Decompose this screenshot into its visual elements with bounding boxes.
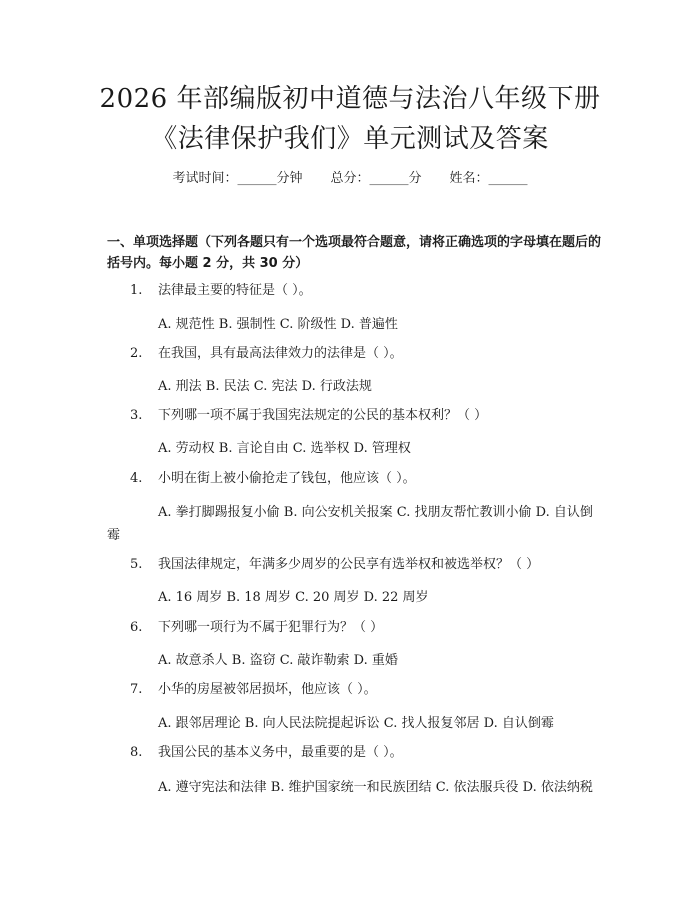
question-text: 小华的房屋被邻居损坏，他应该（ ）。 [158,682,377,697]
document-title-line1: 2026 年部编版初中道德与法治八年级下册 [99,84,601,114]
question-text: 小明在街上被小偷抢走了钱包，他应该（ ）。 [158,471,416,486]
exam-time: 考试时间：______分钟 [172,171,303,186]
question-number: 3. [130,408,143,423]
question-5-options: A. 16 周岁 B. 18 周岁 C. 20 周岁 D. 22 周岁 [158,590,429,605]
question-number: 1. [130,283,143,298]
question-3 [130,407,487,425]
question-6 [130,619,383,637]
question-text: 下列哪一项不属于我国宪法规定的公民的基本权利？（ ） [158,408,488,423]
exam-info [0,170,700,188]
question-text: 下列哪一项行为不属于犯罪行为？（ ） [158,620,384,635]
question-8 [130,744,403,762]
question-number: 8. [130,745,143,760]
question-text: 在我国，具有最高法律效力的法律是（ ）。 [158,346,403,361]
question-1 [130,282,312,300]
exam-name: 姓名：______ [449,171,528,186]
question-4 [130,470,416,488]
question-5 [130,556,539,574]
question-4-options: A. 拳打脚踢报复小偷 B. 向公安机关报案 C. 找朋友帮忙教训小偷 D. 自认倒霉 [107,505,593,543]
question-1-options: A. 规范性 B. 强制性 C. 阶级性 D. 普遍性 [158,317,398,332]
question-text: 我国法律规定，年满多少周岁的公民享有选举权和被选举权？（ ） [158,557,540,572]
exam-score: 总分：______分 [330,171,422,186]
question-number: 5. [130,557,143,572]
question-3-options: A. 劳动权 B. 言论自由 C. 选举权 D. 管理权 [158,441,411,456]
question-text: 法律最主要的特征是（ ）。 [158,283,312,298]
document-title-line2: 《法律保护我们》单元测试及答案 [151,124,549,154]
question-text: 我国公民的基本义务中，最重要的是（ ）。 [158,745,403,760]
question-number: 6. [130,620,143,635]
question-6-options: A. 故意杀人 B. 盗窃 C. 敲诈勒索 D. 重婚 [158,653,398,668]
question-number: 4. [130,471,143,486]
question-7 [130,681,377,699]
question-number: 7. [130,682,143,697]
question-2-options: A. 刑法 B. 民法 C. 宪法 D. 行政法规 [158,379,372,394]
question-8-options: A. 遵守宪法和法律 B. 维护国家统一和民族团结 C. 依法服兵役 D. 依法纳税 [158,780,593,795]
question-number: 2. [130,346,143,361]
question-2 [130,345,403,363]
section-heading: 一、单项选择题（下列各题只有一个选项最符合题意，请将正确选项的字母填在题后的括号内。每小题 2 分，共 30 分） [107,235,602,271]
question-7-options: A. 跟邻居理论 B. 向人民法院提起诉讼 C. 找人报复邻居 D. 自认倒霉 [158,716,554,731]
